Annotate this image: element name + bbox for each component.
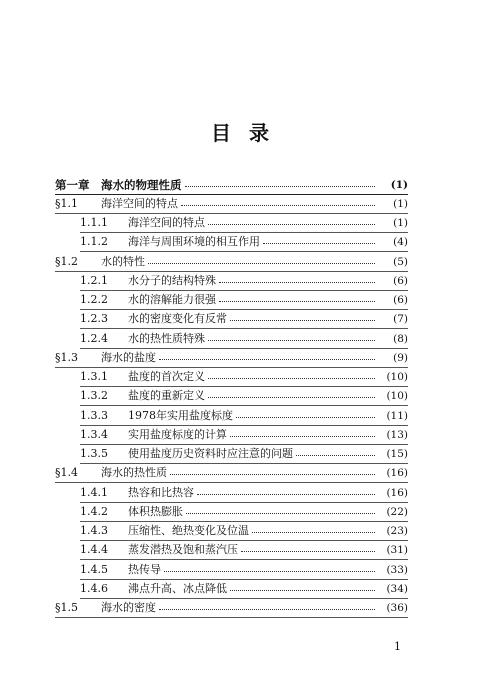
- toc-entry-page: (9): [393, 352, 408, 364]
- toc-leader-dots: [159, 359, 375, 360]
- toc-entry-number: §1.3: [55, 351, 78, 364]
- toc-entry-number: 1.4.6: [80, 582, 108, 595]
- toc-subsection-entry[interactable]: [80, 387, 408, 405]
- toc-entry-title: 海洋空间的特点: [101, 197, 178, 210]
- toc-entry-title: 使用盐度历史资料时应注意的问题: [128, 447, 293, 460]
- toc-entry-number: §1.1: [55, 197, 78, 210]
- toc-row-divider: [80, 405, 408, 406]
- toc-leader-dots: [159, 609, 375, 610]
- toc-entry-number: 1.4.1: [80, 486, 108, 499]
- title-char-left: 目: [211, 121, 231, 145]
- toc-entry-page: (16): [386, 467, 408, 479]
- toc-subsection-entry[interactable]: [80, 310, 408, 328]
- toc-leader-dots: [263, 243, 375, 244]
- toc-entry-page: (33): [386, 564, 408, 576]
- toc-entry-page: (10): [386, 390, 408, 402]
- toc-entry-number: §1.4: [55, 466, 78, 479]
- toc-entry-title: 热传导: [128, 563, 161, 576]
- toc-row-divider: [55, 617, 408, 618]
- toc-subsection-entry[interactable]: [80, 580, 408, 598]
- toc-entry-title: 体积热膨胀: [128, 505, 183, 518]
- toc-subsection-entry[interactable]: [80, 407, 408, 425]
- toc-chapter-entry[interactable]: [55, 176, 408, 194]
- toc-entry-page: (4): [393, 236, 408, 248]
- toc-entry-page: (31): [386, 544, 408, 556]
- toc-leader-dots: [164, 571, 375, 572]
- toc-subsection-entry[interactable]: [80, 561, 408, 579]
- toc-entry-number: §1.2: [55, 255, 78, 268]
- toc-section-entry[interactable]: [55, 464, 408, 482]
- toc-entry-number: §1.5: [55, 601, 78, 614]
- toc-subsection-entry[interactable]: [80, 214, 408, 232]
- title-char-right: 录: [249, 121, 269, 145]
- toc-entry-page: (5): [393, 256, 408, 268]
- toc-entry-page: (22): [386, 506, 408, 518]
- toc-subsection-entry[interactable]: [80, 503, 408, 521]
- toc-entry-page: (36): [386, 602, 408, 614]
- toc-entry-number: 1.3.4: [80, 428, 108, 441]
- toc-entry-number: 第一章: [55, 178, 90, 192]
- toc-leader-dots: [208, 397, 375, 398]
- toc-leader-dots: [236, 417, 375, 418]
- toc-leader-dots: [208, 378, 375, 379]
- toc-subsection-entry[interactable]: [80, 541, 408, 559]
- toc-entry-number: 1.4.2: [80, 505, 108, 518]
- toc-leader-dots: [296, 455, 375, 456]
- toc-entry-page: (6): [393, 275, 408, 287]
- toc-entry-number: 1.2.4: [80, 332, 108, 345]
- toc-entry-title: 实用盐度标度的计算: [128, 428, 227, 441]
- toc-leader-dots: [230, 320, 375, 321]
- toc-entry-title: 沸点升高、冰点降低: [128, 582, 227, 595]
- toc-entry-number: 1.3.5: [80, 447, 108, 460]
- toc-leader-dots: [208, 340, 375, 341]
- toc-entry-title: 海洋与周围环境的相互作用: [128, 235, 260, 248]
- toc-entry-number: 1.3.1: [80, 370, 108, 383]
- toc-subsection-entry[interactable]: [80, 426, 408, 444]
- toc-subsection-entry[interactable]: [80, 233, 408, 251]
- toc-leader-dots: [170, 474, 375, 475]
- toc-entry-title: 蒸发潜热及饱和蒸汽压: [128, 543, 238, 556]
- toc-entry-page: (34): [386, 583, 408, 595]
- toc-leader-dots: [219, 282, 375, 283]
- toc-leader-dots: [197, 494, 375, 495]
- toc-entry-number: 1.1.2: [80, 235, 108, 248]
- toc-entry-page: (11): [386, 410, 408, 422]
- toc-entry-number: 1.3.2: [80, 389, 108, 402]
- toc-entry-title: 水的特性: [101, 255, 145, 268]
- toc-entry-number: 1.4.5: [80, 563, 108, 576]
- toc-entry-title: 盐度的首次定义: [128, 370, 205, 383]
- toc-entry-page: (13): [386, 429, 408, 441]
- toc-leader-dots: [181, 205, 375, 206]
- toc-entry-title: 海水的物理性质: [101, 178, 182, 192]
- toc-section-entry[interactable]: [55, 253, 408, 271]
- toc-subsection-entry[interactable]: [80, 445, 408, 463]
- toc-entry-number: 1.1.1: [80, 216, 108, 229]
- toc-leader-dots: [185, 186, 376, 187]
- toc-leader-dots: [148, 263, 375, 264]
- toc-entry-title: 海洋空间的特点: [128, 216, 205, 229]
- toc-subsection-entry[interactable]: [80, 330, 408, 348]
- page-title: [0, 117, 480, 146]
- toc-entry-title: 压缩性、绝热变化及位温: [128, 524, 249, 537]
- toc-entry-title: 水的密度变化有反常: [128, 312, 227, 325]
- toc-entry-page: (23): [386, 525, 408, 537]
- toc-leader-dots: [208, 224, 375, 225]
- toc-leader-dots: [252, 532, 375, 533]
- toc-row-divider: [80, 328, 408, 329]
- toc-entry-title: 水的溶解能力很强: [128, 293, 216, 306]
- toc-row-divider: [80, 251, 408, 252]
- toc-entry-number: 1.2.3: [80, 312, 108, 325]
- toc-leader-dots: [186, 513, 375, 514]
- toc-entry-number: 1.4.3: [80, 524, 108, 537]
- toc-leader-dots: [219, 301, 375, 302]
- toc-entry-number: 1.2.1: [80, 274, 108, 287]
- toc-row-divider: [55, 482, 408, 483]
- toc-section-entry[interactable]: [55, 349, 408, 367]
- toc-entry-page: (1): [393, 217, 408, 229]
- toc-subsection-entry[interactable]: [80, 368, 408, 386]
- toc-subsection-entry[interactable]: [80, 272, 408, 290]
- toc-entry-page: (16): [386, 487, 408, 499]
- toc-leader-dots: [230, 436, 375, 437]
- page-number: 1: [394, 640, 401, 653]
- toc-row-divider: [80, 559, 408, 560]
- toc-entry-page: (1): [390, 179, 408, 191]
- toc-entry-title: 热容和比热容: [128, 486, 194, 499]
- toc-entry-title: 海水的密度: [101, 601, 156, 614]
- toc-subsection-entry[interactable]: [80, 484, 408, 502]
- toc-leader-dots: [230, 590, 375, 591]
- toc-entry-title: 海水的盐度: [101, 351, 156, 364]
- toc-entry-number: 1.2.2: [80, 293, 108, 306]
- toc-entry-title: 1978年实用盐度标度: [128, 409, 233, 422]
- toc-entry-title: 盐度的重新定义: [128, 389, 205, 402]
- toc-entry-number: 1.3.3: [80, 409, 108, 422]
- toc-entry-page: (10): [386, 371, 408, 383]
- toc-leader-dots: [241, 551, 375, 552]
- toc-section-entry[interactable]: [55, 599, 408, 617]
- toc-subsection-entry[interactable]: [80, 522, 408, 540]
- toc-entry-page: (7): [393, 313, 408, 325]
- toc-entry-page: (6): [393, 294, 408, 306]
- toc-entry-page: (1): [393, 198, 408, 210]
- toc-entry-number: 1.4.4: [80, 543, 108, 556]
- toc-entry-title: 水分子的结构特殊: [128, 274, 216, 287]
- toc-entry-page: (8): [393, 333, 408, 345]
- toc-entry-title: 水的热性质特殊: [128, 332, 205, 345]
- toc-section-entry[interactable]: [55, 195, 408, 213]
- toc-entry-title: 海水的热性质: [101, 466, 167, 479]
- toc-subsection-entry[interactable]: [80, 291, 408, 309]
- toc-entry-page: (15): [386, 448, 408, 460]
